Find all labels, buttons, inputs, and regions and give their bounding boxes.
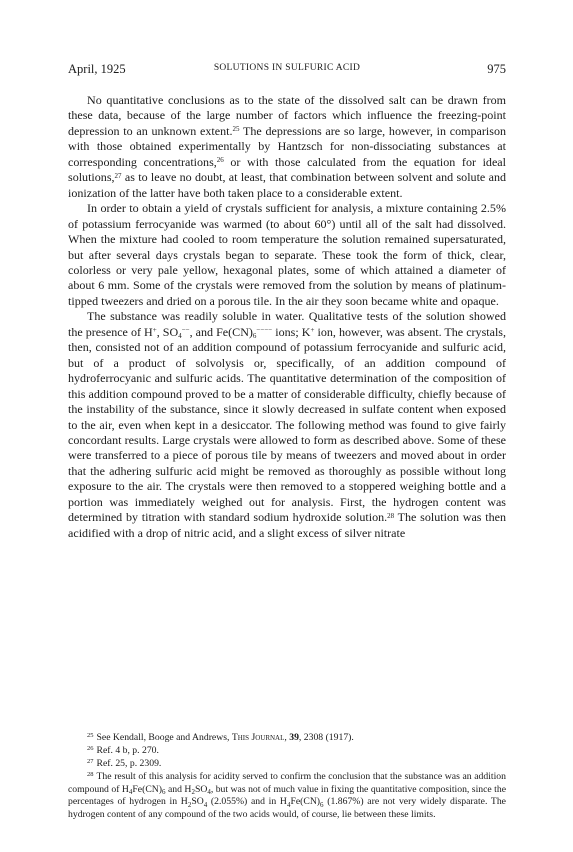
- footnotes: [68, 732, 506, 821]
- text-run: Fe(CN): [290, 796, 321, 808]
- text-run: The depressions are so large, however, in comparison with those obtained experimentally by Hantzsch for non-dissociating substances at corresponding concentrations,: [68, 123, 506, 169]
- paragraph-1: [68, 93, 506, 201]
- journal-name: This Journal: [231, 732, 285, 743]
- text-run: Ref. 4 b, p. 270.: [96, 745, 159, 757]
- text-run: , 2308 (1917).: [298, 732, 354, 743]
- footnote-number: 26: [87, 745, 94, 753]
- formula-subscript: 4: [178, 331, 182, 340]
- header-page-number: 975: [487, 62, 506, 76]
- text-run: See Kendall, Booge and Andrews,: [96, 732, 232, 743]
- text-run: The result of this analysis for acidity served to confirm the conclusion that the substance was an addition compound of H: [68, 771, 506, 796]
- text-run: SO: [194, 784, 208, 796]
- formula-subscript: 4: [286, 800, 291, 809]
- formula-subscript: 4: [203, 800, 208, 809]
- charge-superscript: −−: [181, 326, 190, 335]
- text-run: ion, however, was absent. The crystals, then, consisted not of an addition compound of potassium ferrocyanide and sulfuric acid, but of a product of solvolysis or, specifically, of an addition compound of hydroferrocyanic and sulfuric acids. The quantitative determination of the composition of this addition compound proved to be a matter of considerable difficulty, chiefly because of the instability of the substance, since it slowly decreased in sulfate content when exposed to the air, even when kept in a desiccator. The following method was found to give fairly concordant results. Large crystals were allowed to form as described above. Some of these were transferred to a piece of porous tile by means of tweezers and moved about in order that the adhering sulfuric acid might be removed as thoroughly as possible without long exposure to the air. The crystals were then removed to a stoppered weighing bottle and a portion was immediately weighed out for analysis. First, the hydrogen content was determined by titration with standard sodium hydroxide solution.: [68, 324, 507, 525]
- header-running-title: SOLUTIONS IN SULFURIC ACID: [213, 63, 361, 73]
- text-run: or with those calculated from the equation for ideal solutions,: [68, 154, 506, 185]
- text-run: ions; K: [272, 324, 311, 339]
- text-run: SO: [191, 796, 204, 808]
- text-run: , but was not of much value in fixing the quantitative composition, since the percentages of hydrogen in H: [68, 784, 507, 808]
- footnote-ref: 25: [232, 125, 240, 134]
- footnote-28: [68, 771, 506, 820]
- formula-subscript: 2: [187, 800, 192, 809]
- running-header: [68, 62, 506, 78]
- footnote-26: [68, 745, 506, 758]
- text-run: , and Fe(CN): [189, 324, 253, 339]
- text-run: (2.055%) and in H: [207, 796, 287, 808]
- text-run: ,: [284, 732, 290, 743]
- formula-subscript: 2: [191, 788, 195, 797]
- charge-superscript: +: [310, 326, 315, 335]
- charge-superscript: −−−−: [256, 326, 273, 335]
- footnote-number: 25: [87, 732, 94, 740]
- text-run: and H: [165, 784, 192, 796]
- footnote-27: [68, 758, 506, 771]
- header-date: April, 1925: [68, 62, 126, 76]
- text-run: The substance was readily soluble in water. Qualitative tests of the solution showed the presence of H: [68, 309, 506, 339]
- text-run: No quantitative conclusions as to the state of the dissolved salt can be drawn from these data, because of the large number of factors which influence the freezing-point depression to an unknown extent.: [68, 93, 506, 138]
- text-run: Ref. 25, p. 2309.: [96, 758, 162, 770]
- formula-subscript: 4: [128, 788, 133, 797]
- text-run: as to leave no doubt, at least, that combination between solvent and solute and ionization of the latter have both taken place to a considerable extent.: [68, 170, 506, 200]
- text-run: Fe(CN): [132, 784, 163, 796]
- footnote-ref: 26: [216, 156, 224, 165]
- body-text: [68, 93, 506, 541]
- footnote-25: [68, 732, 506, 745]
- charge-superscript: +: [152, 326, 157, 335]
- formula-subscript: 6: [252, 331, 257, 340]
- footnote-number: 28: [87, 771, 94, 779]
- footnote-number: 27: [87, 758, 94, 766]
- formula-subscript: 4: [207, 788, 211, 797]
- paragraph-3: [68, 309, 506, 541]
- text-run: , SO: [156, 324, 179, 339]
- formula-subscript: 6: [162, 788, 166, 797]
- text-run: The solution was then acidified with a drop of nitric acid, and a slight excess of silver nitrate: [68, 510, 506, 540]
- footnote-ref: 28: [387, 511, 395, 520]
- volume-number: 39: [289, 732, 299, 743]
- text-run: (1.867%) are not very widely disparate. The hydrogen content of any compound of the two acids would, of course, lie between these limits.: [68, 796, 506, 820]
- formula-subscript: 6: [320, 800, 324, 809]
- footnote-ref: 27: [114, 171, 122, 180]
- paragraph-2: In order to obtain a yield of crystals sufficient for analysis, a mixture containing 2.5% of potassium ferrocyanide was warmed (to about 60°) until all of the salt had dissolved. When the mixture had cooled to room temperature the solution remained supersaturated, but after several days crystals began to separate. These took the form of thick, clear, colorless or very pale yellow, hexagonal plates, some of which attained a diameter of about 6 mm. Some of the crystals were removed from the solution by means of platinum-tipped tweezers and dried on a porous tile. In the air they soon became white and opaque.: [68, 201, 506, 308]
